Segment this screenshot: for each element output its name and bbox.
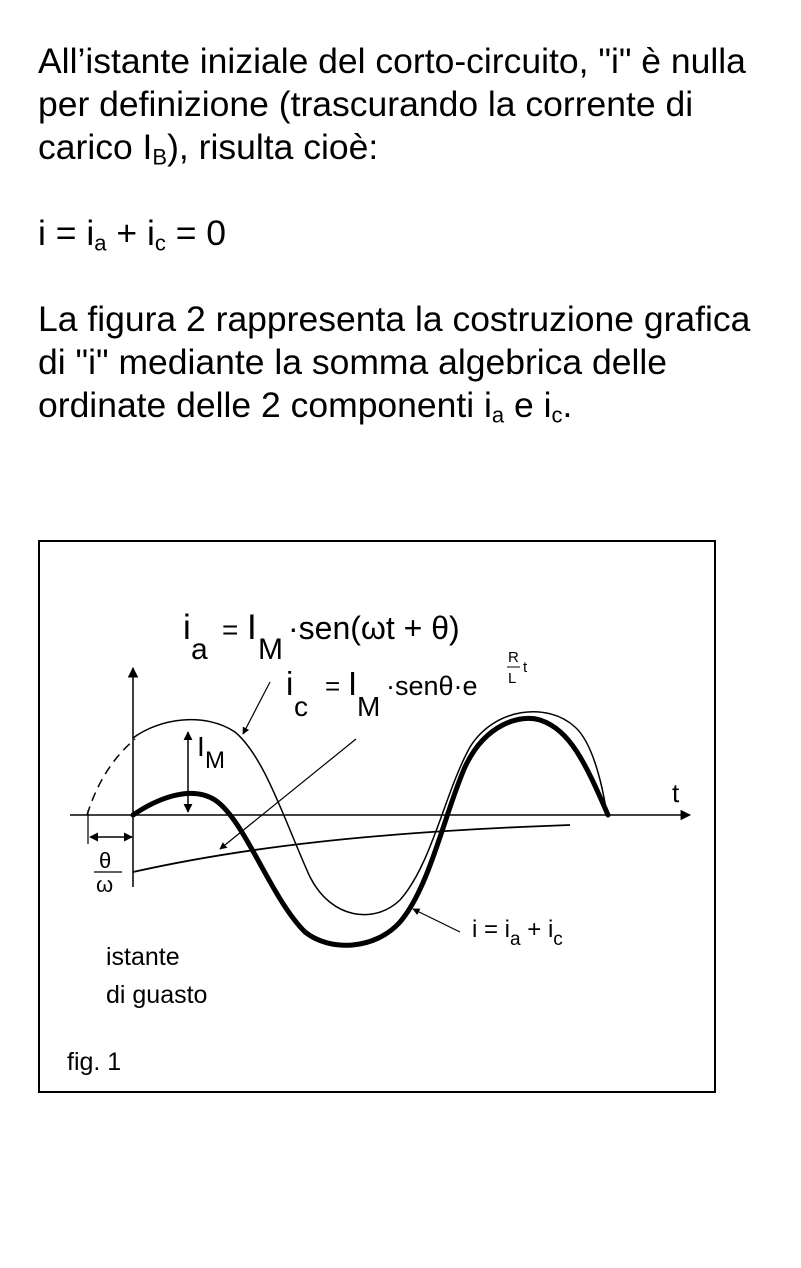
formula-ic-sub: c [294, 691, 308, 722]
t-axis-label: t [672, 778, 680, 808]
ic-pointer-arrow [220, 739, 356, 849]
figure-description-sub-a: a [491, 402, 505, 428]
formula-ia-sub: a [191, 633, 208, 666]
intro-subscript: B [152, 144, 168, 170]
sum-label-sub-a: a [510, 929, 521, 950]
im-label-M: M [205, 747, 225, 774]
ia-dashed-curve [87, 739, 135, 815]
omega-label: ω [96, 872, 114, 897]
formula-ic-rest: ·senθ·e [386, 671, 478, 701]
ia-pointer-arrow [243, 682, 270, 734]
sum-label-sub-c: c [553, 929, 563, 950]
formula-ia-rest: ·sen(ωt + θ) [288, 610, 460, 646]
sum-label-plus: + i [520, 916, 554, 943]
formula-ic-exp-num: R [508, 649, 519, 666]
formula-ia-I: I [247, 608, 257, 647]
im-label-I: I [197, 731, 205, 762]
figure-description-end: . [562, 385, 573, 425]
formula-ia [183, 608, 460, 666]
theta-label: θ [99, 848, 112, 873]
equation-sub-c: c [154, 230, 166, 256]
equation-plus: + i [106, 213, 155, 253]
fault-label-line1: istante [106, 943, 180, 971]
intro-text-end: ), risulta cioè: [167, 127, 379, 167]
ic-curve [133, 825, 570, 872]
formula-ic-I: I [348, 665, 358, 702]
figure-caption: fig. 1 [67, 1048, 122, 1076]
sum-pointer-arrow [413, 909, 460, 932]
equation-rhs: = 0 [165, 213, 227, 253]
intro-text: All’istante iniziale del corto-circuito, "i" è nulla per definizione (trascurando la corrente di carico I [38, 41, 746, 167]
formula-ic-eq: = [325, 671, 341, 701]
formula-ia-i: i [183, 608, 191, 647]
formula-ic-exp-t: t [523, 659, 528, 676]
formula-ia-eq: = [222, 614, 239, 645]
figure-frame [38, 540, 716, 1093]
figure-diagram [40, 542, 718, 1095]
formula-ia-M: M [258, 633, 283, 666]
figure-description-paragraph [38, 298, 778, 427]
figure-description-sub-c: c [551, 402, 563, 428]
im-label [197, 731, 225, 774]
formula-ic-M: M [357, 691, 381, 722]
equation-lhs: i = i [38, 213, 95, 253]
formula-ic [286, 665, 478, 722]
equation [38, 212, 778, 255]
equation-sub-a: a [94, 230, 107, 256]
sum-label [472, 916, 563, 950]
sum-label-lhs: i = i [472, 916, 511, 943]
fault-label-line2: di guasto [106, 981, 208, 1009]
formula-ic-i: i [286, 665, 294, 702]
intro-paragraph [38, 40, 778, 169]
formula-ic-exp-den: L [508, 670, 517, 687]
figure-description-text: La figura 2 rappresenta la costruzione grafica di "i" mediante la somma algebrica delle ordinate delle 2 componenti i [38, 299, 751, 425]
figure-description-mid: e i [504, 385, 552, 425]
